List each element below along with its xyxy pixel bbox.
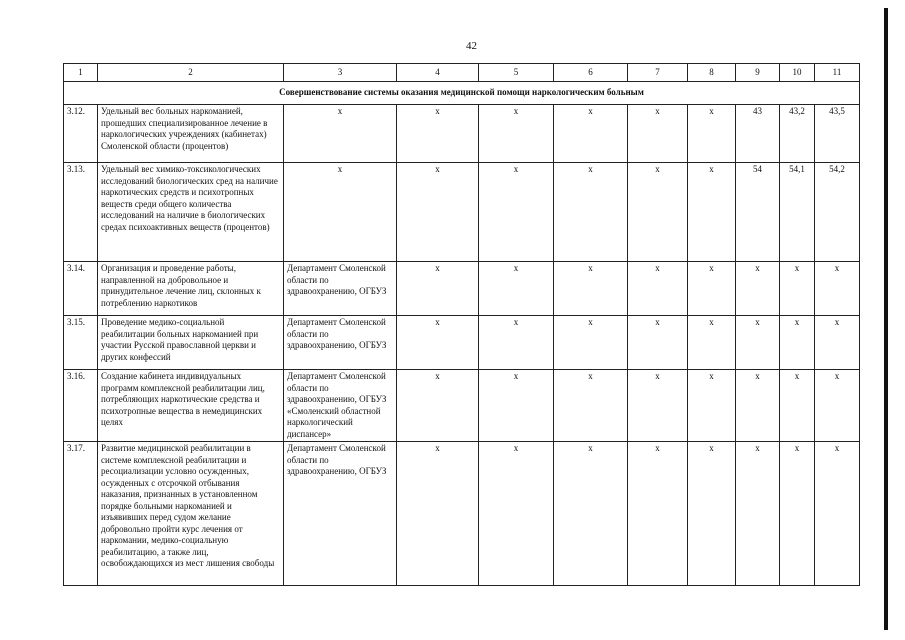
row-value-cell: x: [815, 262, 860, 316]
row-value-cell: x: [397, 370, 479, 442]
row-executor: Департамент Смоленской области по здравоохранению, ОГБУЗ: [284, 442, 397, 586]
column-header: 9: [736, 64, 780, 82]
row-value-cell: x: [628, 105, 688, 163]
row-number: 3.14.: [64, 262, 98, 316]
row-value-cell: 54: [736, 163, 780, 262]
row-executor: x: [284, 105, 397, 163]
row-value-cell: x: [554, 370, 628, 442]
column-header: 1: [64, 64, 98, 82]
column-header: 5: [479, 64, 554, 82]
row-executor: Департамент Смоленской области по здравоохранению, ОГБУЗ: [284, 316, 397, 370]
row-value-cell: x: [780, 442, 815, 586]
row-number: 3.15.: [64, 316, 98, 370]
page-number: 42: [466, 40, 477, 52]
row-value-cell: x: [554, 105, 628, 163]
row-value-cell: x: [736, 262, 780, 316]
scan-edge-bar: [884, 8, 888, 630]
row-value-cell: x: [815, 370, 860, 442]
row-executor: x: [284, 163, 397, 262]
row-value-cell: x: [736, 370, 780, 442]
row-value-cell: x: [397, 442, 479, 586]
row-value-cell: x: [688, 316, 736, 370]
table-body: [64, 64, 860, 586]
row-value-cell: x: [554, 262, 628, 316]
row-description: Организация и проведение работы, направленной на добровольное и принудительное лечение лиц, склонных к потреблению наркотиков: [98, 262, 284, 316]
row-value-cell: x: [736, 316, 780, 370]
row-value-cell: x: [688, 105, 736, 163]
header-row: [64, 64, 860, 82]
row-description: Удельный вес больных наркоманией, прошедших специализированное лечение в наркологических учреждениях (кабинетах) Смоленской области (процентов): [98, 105, 284, 163]
row-value-cell: x: [554, 316, 628, 370]
row-value-cell: 54,2: [815, 163, 860, 262]
column-header: 6: [554, 64, 628, 82]
row-value-cell: x: [780, 262, 815, 316]
row-value-cell: x: [397, 163, 479, 262]
row-executor: Департамент Смоленской области по здравоохранению, ОГБУЗ «Смоленский областной наркологический диспансер»: [284, 370, 397, 442]
row-description: Развитие медицинской реабилитации в системе комплексной реабилитации и ресоциализации условно осужденных, осужденных с отсрочкой отбывания наказания, признанных в установленном порядке больными наркоманией и изъявивших перед судом желание добровольно пройти курс лечения от наркомании, медико-социальную реабилитацию, а также лиц, освобождающихся из мест лишения свободы: [98, 442, 284, 586]
row-number: 3.13.: [64, 163, 98, 262]
row-value-cell: 43: [736, 105, 780, 163]
section-row: [64, 82, 860, 105]
row-value-cell: x: [397, 105, 479, 163]
row-value-cell: x: [688, 442, 736, 586]
row-value-cell: x: [628, 163, 688, 262]
row-value-cell: x: [479, 442, 554, 586]
row-value-cell: 43,5: [815, 105, 860, 163]
row-value-cell: 43,2: [780, 105, 815, 163]
column-header: 8: [688, 64, 736, 82]
row-number: 3.12.: [64, 105, 98, 163]
table-row: [64, 105, 860, 163]
table-row: [64, 262, 860, 316]
row-description: Удельный вес химико-токсикологических исследований биологических сред на наличие наркотических средств и психотропных веществ среди общего количества исследований на наличие в биологических средах психоактивных веществ (процентов): [98, 163, 284, 262]
row-value-cell: x: [780, 370, 815, 442]
row-value-cell: x: [397, 262, 479, 316]
row-value-cell: x: [688, 370, 736, 442]
row-value-cell: x: [628, 442, 688, 586]
column-header: 2: [98, 64, 284, 82]
column-header: 4: [397, 64, 479, 82]
row-value-cell: 54,1: [780, 163, 815, 262]
row-value-cell: x: [628, 262, 688, 316]
row-value-cell: x: [628, 370, 688, 442]
column-header: 10: [780, 64, 815, 82]
row-value-cell: x: [554, 163, 628, 262]
row-value-cell: x: [479, 262, 554, 316]
table-row: [64, 163, 860, 262]
row-value-cell: x: [479, 370, 554, 442]
row-value-cell: x: [479, 163, 554, 262]
program-table: [63, 63, 860, 586]
row-description: Создание кабинета индивидуальных программ комплексной реабилитации лиц, потребляющих наркотические средства и психотропные вещества в немедицинских целях: [98, 370, 284, 442]
row-value-cell: x: [479, 105, 554, 163]
row-value-cell: x: [815, 442, 860, 586]
row-value-cell: x: [554, 442, 628, 586]
section-title: Совершенствование системы оказания медицинской помощи наркологическим больным: [64, 82, 860, 105]
column-header: 7: [628, 64, 688, 82]
row-value-cell: x: [815, 316, 860, 370]
row-value-cell: x: [736, 442, 780, 586]
row-value-cell: x: [397, 316, 479, 370]
row-description: Проведение медико-социальной реабилитации больных наркоманией при участии Русской православной церкви и других конфессий: [98, 316, 284, 370]
table-row: [64, 442, 860, 586]
row-value-cell: x: [479, 316, 554, 370]
row-value-cell: x: [688, 262, 736, 316]
table-row: [64, 370, 860, 442]
row-value-cell: x: [780, 316, 815, 370]
row-value-cell: x: [688, 163, 736, 262]
row-number: 3.16.: [64, 370, 98, 442]
table-row: [64, 316, 860, 370]
row-number: 3.17.: [64, 442, 98, 586]
column-header: 3: [284, 64, 397, 82]
row-executor: Департамент Смоленской области по здравоохранению, ОГБУЗ: [284, 262, 397, 316]
row-value-cell: x: [628, 316, 688, 370]
column-header: 11: [815, 64, 860, 82]
